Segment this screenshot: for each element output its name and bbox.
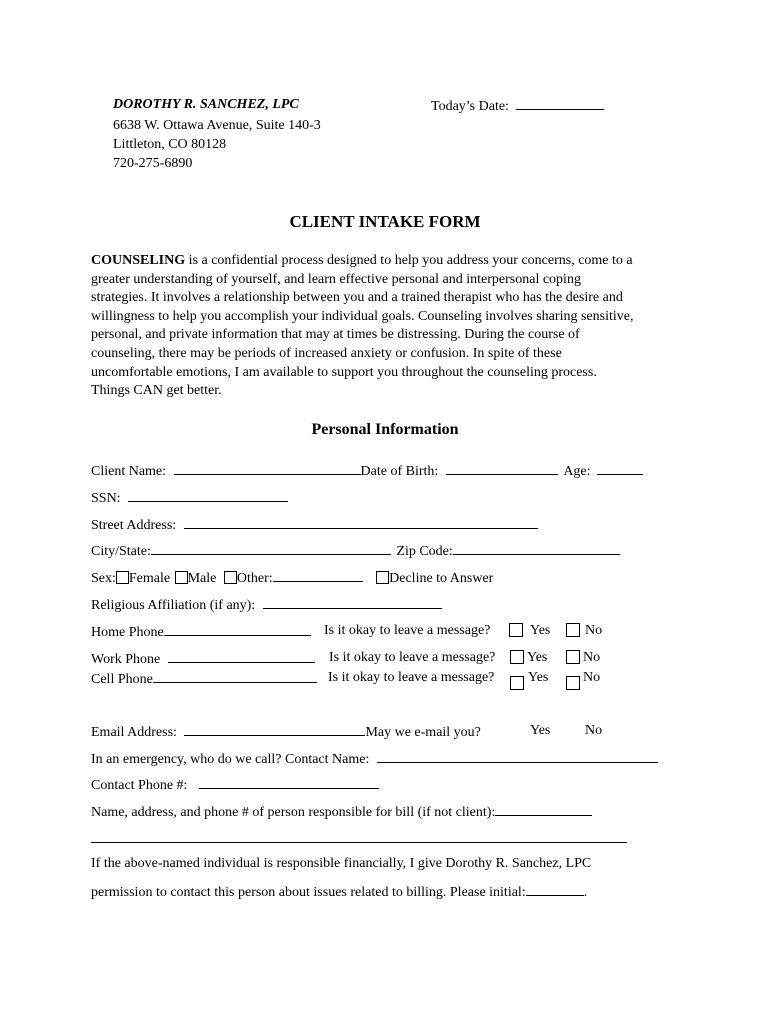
female-checkbox[interactable] bbox=[116, 571, 129, 584]
dob-label: Date of Birth: bbox=[360, 464, 439, 479]
client-name-row bbox=[91, 461, 643, 481]
todays-date-label: Today’s Date: bbox=[431, 99, 509, 114]
sex-row bbox=[91, 568, 493, 588]
client-name-field[interactable] bbox=[174, 461, 361, 475]
email-no-option[interactable]: No bbox=[585, 723, 603, 738]
billing-line-2: permission to contact this person about issues related to billing. Please initial: bbox=[91, 885, 526, 900]
zip-field[interactable] bbox=[453, 541, 620, 555]
emergency-contact-field[interactable] bbox=[377, 749, 658, 763]
address-line-1: 6638 W. Ottawa Avenue, Suite 140-3 bbox=[113, 118, 321, 133]
responsible-row bbox=[91, 802, 592, 822]
home-leave-msg-label: Is it okay to leave a message? bbox=[324, 623, 491, 638]
intro-line: Things CAN get better. bbox=[91, 383, 222, 399]
emergency-row bbox=[91, 749, 658, 769]
emergency-label: In an emergency, who do we call? Contact Name: bbox=[91, 752, 370, 767]
home-yes-checkbox[interactable] bbox=[509, 623, 523, 637]
home-phone-field[interactable] bbox=[164, 622, 311, 636]
city-zip-row bbox=[91, 541, 620, 561]
address-line-2: Littleton, CO 80128 bbox=[113, 137, 227, 152]
other-checkbox[interactable] bbox=[224, 571, 237, 584]
todays-date-field[interactable] bbox=[516, 96, 604, 110]
work-no-label: No bbox=[583, 650, 601, 665]
billing-initial-field[interactable] bbox=[526, 882, 584, 896]
practitioner-name: DOROTHY R. SANCHEZ, LPC bbox=[113, 97, 299, 112]
decline-checkbox[interactable] bbox=[376, 571, 389, 584]
email-label: Email Address: bbox=[91, 725, 177, 740]
intro-line: personal, and private information that may at times be distressing. During the course of bbox=[91, 327, 580, 343]
work-yes-label: Yes bbox=[527, 650, 548, 665]
city-state-label: City/State: bbox=[91, 544, 151, 559]
intro-line: strategies. It involves a relationship between you and a trained therapist who has the desire and bbox=[91, 290, 623, 306]
cell-phone-row bbox=[91, 669, 317, 689]
cell-yes-checkbox[interactable] bbox=[510, 676, 524, 690]
billing-line-1: If the above-named individual is responsible financially, I give Dorothy R. Sanchez, LPC bbox=[91, 856, 592, 871]
ssn-row bbox=[91, 488, 288, 508]
form-title: CLIENT INTAKE FORM bbox=[289, 212, 481, 231]
street-label: Street Address: bbox=[91, 518, 177, 533]
dob-field[interactable] bbox=[446, 461, 558, 475]
billing-row: permission to contact this person about issues related to billing. Please initial: . bbox=[91, 882, 587, 902]
other-label: Other: bbox=[236, 571, 273, 586]
responsible-field[interactable] bbox=[495, 802, 592, 816]
religion-field[interactable] bbox=[263, 595, 442, 609]
male-checkbox[interactable] bbox=[175, 571, 188, 584]
intro-line-1 bbox=[91, 252, 691, 271]
responsible-label: Name, address, and phone # of person responsible for bill (if not client): bbox=[91, 805, 496, 820]
section-title: Personal Information bbox=[311, 421, 459, 438]
religion-label: Religious Affiliation (if any): bbox=[91, 598, 256, 613]
home-yes-label: Yes bbox=[530, 623, 551, 638]
intro-lead: COUNSELING bbox=[91, 253, 186, 268]
contact-phone-row bbox=[91, 775, 379, 795]
work-leave-msg-label: Is it okay to leave a message? bbox=[329, 650, 496, 665]
ssn-label: SSN: bbox=[91, 491, 121, 506]
work-phone-field[interactable] bbox=[168, 649, 315, 663]
city-state-field[interactable] bbox=[151, 541, 391, 555]
cell-no-label: No bbox=[583, 670, 601, 685]
cell-leave-msg-label: Is it okay to leave a message? bbox=[328, 670, 495, 685]
age-field[interactable] bbox=[597, 461, 643, 475]
female-label: Female bbox=[128, 571, 171, 586]
work-no-checkbox[interactable] bbox=[566, 650, 580, 664]
intro-line-1-rest: is a confidential process designed to help you address your concerns, come to a bbox=[185, 253, 633, 268]
intro-line: uncomfortable emotions, I am available to support you throughout the counseling process. bbox=[91, 364, 597, 380]
cell-no-checkbox[interactable] bbox=[566, 676, 580, 690]
intro-line: greater understanding of yourself, and learn effective personal and interpersonal coping bbox=[91, 271, 581, 287]
sex-label: Sex: bbox=[91, 571, 116, 586]
age-label: Age: bbox=[563, 464, 591, 479]
decline-label: Decline to Answer bbox=[389, 571, 494, 586]
intro-line: willingness to help you accomplish your individual goals. Counseling involves sharing sensitive, bbox=[91, 308, 634, 324]
religion-row bbox=[91, 595, 442, 615]
email-row bbox=[91, 722, 481, 742]
home-no-label: No bbox=[585, 623, 603, 638]
contact-phone-label: Contact Phone #: bbox=[91, 778, 188, 793]
cell-yes-label: Yes bbox=[528, 670, 549, 685]
todays-date-row bbox=[431, 96, 604, 116]
other-field[interactable] bbox=[273, 568, 363, 582]
may-email-label: May we e-mail you? bbox=[365, 725, 481, 740]
email-yes-option[interactable]: Yes bbox=[530, 723, 551, 738]
street-field[interactable] bbox=[184, 515, 538, 529]
work-yes-checkbox[interactable] bbox=[510, 650, 524, 664]
zip-label: Zip Code: bbox=[396, 544, 453, 559]
home-phone-row bbox=[91, 622, 311, 642]
intro-paragraph bbox=[91, 252, 691, 401]
home-no-checkbox[interactable] bbox=[566, 623, 580, 637]
work-phone-label: Work Phone bbox=[91, 652, 161, 667]
home-phone-label: Home Phone bbox=[91, 625, 164, 640]
contact-phone-field[interactable] bbox=[199, 775, 379, 789]
work-phone-row bbox=[91, 649, 315, 669]
intro-line: counseling, there may be periods of increased anxiety or confusion. In spite of these bbox=[91, 345, 562, 361]
cell-phone-field[interactable] bbox=[153, 669, 317, 683]
male-label: Male bbox=[187, 571, 217, 586]
email-field[interactable] bbox=[184, 722, 365, 736]
client-name-label: Client Name: bbox=[91, 464, 167, 479]
practice-phone: 720-275-6890 bbox=[113, 156, 193, 171]
ssn-field[interactable] bbox=[128, 488, 288, 502]
cell-phone-label: Cell Phone bbox=[91, 672, 153, 687]
responsible-field-line-2[interactable] bbox=[91, 842, 627, 843]
street-row bbox=[91, 515, 538, 535]
